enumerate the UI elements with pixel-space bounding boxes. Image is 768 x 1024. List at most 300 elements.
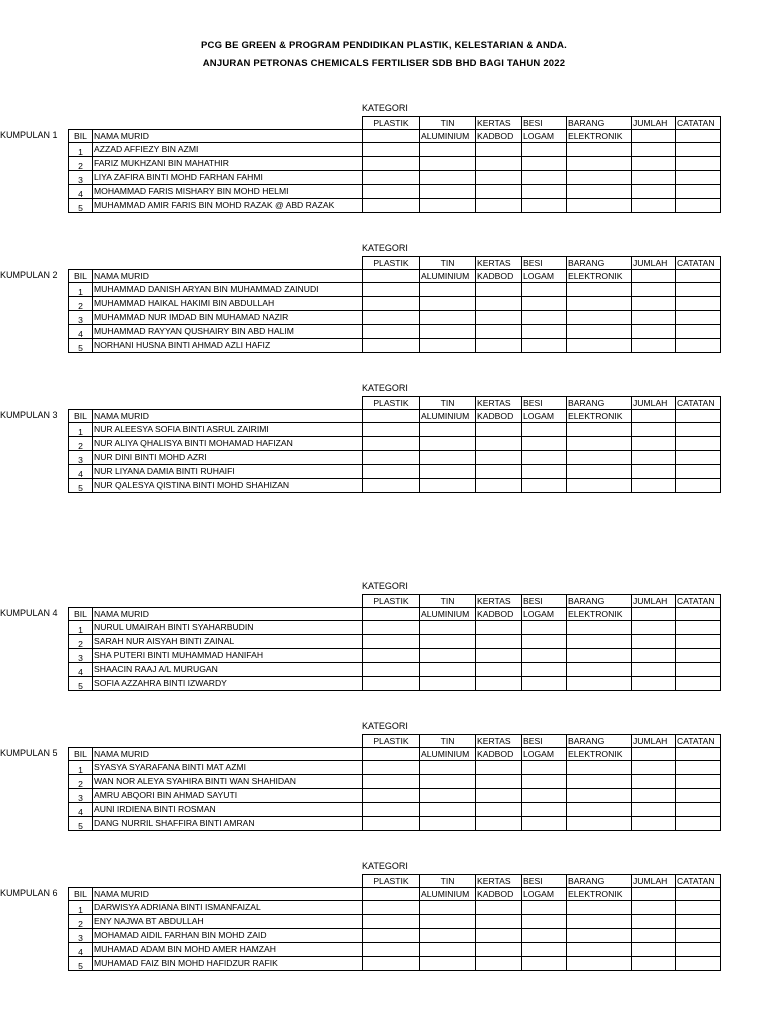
header-catatan: CATATAN <box>675 256 721 270</box>
student-no: 4 <box>68 464 93 479</box>
score-cell-kertas <box>475 422 522 437</box>
header2-tin: ALUMINIUM <box>419 129 476 143</box>
student-no: 2 <box>68 436 93 451</box>
score-cell-plastik <box>362 760 420 775</box>
score-cell-catatan <box>675 662 721 677</box>
student-name: MUHAMMAD AMIR FARIS BIN MOHD RAZAK @ ABD RAZAK <box>92 198 363 213</box>
score-cell-kertas <box>475 464 522 479</box>
student-name: MUHAMMAD RAYYAN QUSHAIRY BIN ABD HALIM <box>92 324 363 339</box>
score-cell-kertas <box>475 142 522 157</box>
score-cell-besi <box>521 648 567 663</box>
student-name: AZZAD AFFIEZY BIN AZMI <box>92 142 363 157</box>
score-cell-tin <box>419 324 476 339</box>
score-cell-barang <box>566 816 632 831</box>
header2-kertas: KADBOD <box>475 409 522 423</box>
score-cell-tin <box>419 436 476 451</box>
header-bil: BIL <box>68 607 93 621</box>
score-cell-kertas <box>475 774 522 789</box>
group-label: KUMPULAN 4 <box>0 608 58 618</box>
score-cell-kertas <box>475 648 522 663</box>
score-cell-besi <box>521 956 567 971</box>
student-no: 2 <box>68 296 93 311</box>
score-cell-barang <box>566 914 632 929</box>
score-cell-plastik <box>362 802 420 817</box>
score-cell-kertas <box>475 282 522 297</box>
student-name: NUR LIYANA DAMIA BINTI RUHAIFI <box>92 464 363 479</box>
score-cell-kertas <box>475 662 522 677</box>
score-cell-catatan <box>675 648 721 663</box>
student-no: 5 <box>68 816 93 831</box>
student-no: 3 <box>68 648 93 663</box>
header2-catatan <box>675 887 721 901</box>
score-cell-besi <box>521 900 567 915</box>
score-cell-tin <box>419 774 476 789</box>
kategori-label: KATEGORI <box>362 861 408 871</box>
score-cell-jumlah <box>631 450 676 465</box>
header-barang: BARANG <box>566 256 632 270</box>
score-cell-besi <box>521 156 567 171</box>
group-table <box>0 581 768 713</box>
score-cell-catatan <box>675 198 721 213</box>
score-cell-tin <box>419 464 476 479</box>
score-cell-plastik <box>362 282 420 297</box>
student-no: 5 <box>68 676 93 691</box>
score-cell-catatan <box>675 956 721 971</box>
score-cell-barang <box>566 774 632 789</box>
score-cell-barang <box>566 338 632 353</box>
header-jumlah: JUMLAH <box>631 396 676 410</box>
score-cell-besi <box>521 634 567 649</box>
header2-tin: ALUMINIUM <box>419 887 476 901</box>
kategori-label: KATEGORI <box>362 721 408 731</box>
score-cell-barang <box>566 676 632 691</box>
header-besi: BESI <box>521 594 567 608</box>
score-cell-jumlah <box>631 142 676 157</box>
header2-besi: LOGAM <box>521 887 567 901</box>
score-cell-kertas <box>475 956 522 971</box>
student-no: 1 <box>68 760 93 775</box>
kategori-label: KATEGORI <box>362 383 408 393</box>
score-cell-kertas <box>475 900 522 915</box>
score-cell-barang <box>566 788 632 803</box>
title-line-2: ANJURAN PETRONAS CHEMICALS FERTILISER SDB BHD BAGI TAHUN 2022 <box>202 58 566 69</box>
header2-barang: ELEKTRONIK <box>566 607 632 621</box>
group-table <box>0 243 768 375</box>
score-cell-tin <box>419 914 476 929</box>
score-cell-besi <box>521 942 567 957</box>
student-no: 4 <box>68 802 93 817</box>
student-name: SHA PUTERI BINTI MUHAMMAD HANIFAH <box>92 648 363 663</box>
header2-jumlah <box>631 129 676 143</box>
header-jumlah: JUMLAH <box>631 594 676 608</box>
score-cell-catatan <box>675 324 721 339</box>
score-cell-jumlah <box>631 422 676 437</box>
score-cell-tin <box>419 338 476 353</box>
score-cell-catatan <box>675 436 721 451</box>
group-label: KUMPULAN 6 <box>0 888 58 898</box>
score-cell-plastik <box>362 662 420 677</box>
header-kertas: KERTAS <box>475 396 522 410</box>
score-cell-kertas <box>475 436 522 451</box>
score-cell-catatan <box>675 282 721 297</box>
student-name: FARIZ MUKHZANI BIN MAHATHIR <box>92 156 363 171</box>
score-cell-catatan <box>675 310 721 325</box>
student-name: MUHAMMAD HAIKAL HAKIMI BIN ABDULLAH <box>92 296 363 311</box>
score-cell-kertas <box>475 634 522 649</box>
score-cell-plastik <box>362 436 420 451</box>
header-jumlah: JUMLAH <box>631 874 676 888</box>
header-bil: BIL <box>68 887 93 901</box>
score-cell-plastik <box>362 928 420 943</box>
score-cell-plastik <box>362 914 420 929</box>
header-plastik: PLASTIK <box>362 396 420 410</box>
score-cell-barang <box>566 184 632 199</box>
score-cell-besi <box>521 816 567 831</box>
header-catatan: CATATAN <box>675 734 721 748</box>
score-cell-besi <box>521 802 567 817</box>
score-cell-jumlah <box>631 676 676 691</box>
header-kertas: KERTAS <box>475 256 522 270</box>
student-no: 1 <box>68 142 93 157</box>
score-cell-barang <box>566 296 632 311</box>
score-cell-catatan <box>675 170 721 185</box>
score-cell-jumlah <box>631 464 676 479</box>
header-bil: BIL <box>68 269 93 283</box>
score-cell-barang <box>566 198 632 213</box>
score-cell-jumlah <box>631 774 676 789</box>
header2-tin: ALUMINIUM <box>419 269 476 283</box>
score-cell-catatan <box>675 928 721 943</box>
student-no: 2 <box>68 156 93 171</box>
score-cell-jumlah <box>631 928 676 943</box>
score-cell-catatan <box>675 760 721 775</box>
score-cell-plastik <box>362 156 420 171</box>
student-name: DANG NURRIL SHAFFIRA BINTI AMRAN <box>92 816 363 831</box>
group-label: KUMPULAN 1 <box>0 130 58 140</box>
header2-tin: ALUMINIUM <box>419 409 476 423</box>
score-cell-barang <box>566 760 632 775</box>
score-cell-plastik <box>362 774 420 789</box>
score-cell-catatan <box>675 634 721 649</box>
header-kertas: KERTAS <box>475 874 522 888</box>
score-cell-barang <box>566 436 632 451</box>
score-cell-catatan <box>675 914 721 929</box>
student-no: 3 <box>68 788 93 803</box>
score-cell-tin <box>419 142 476 157</box>
score-cell-plastik <box>362 450 420 465</box>
score-cell-jumlah <box>631 436 676 451</box>
score-cell-jumlah <box>631 816 676 831</box>
group-label: KUMPULAN 5 <box>0 748 58 758</box>
score-cell-kertas <box>475 676 522 691</box>
group-table <box>0 103 768 235</box>
score-cell-kertas <box>475 296 522 311</box>
header2-barang: ELEKTRONIK <box>566 747 632 761</box>
header2-besi: LOGAM <box>521 409 567 423</box>
header-tin: TIN <box>419 116 476 130</box>
score-cell-catatan <box>675 464 721 479</box>
score-cell-tin <box>419 170 476 185</box>
score-cell-tin <box>419 634 476 649</box>
score-cell-kertas <box>475 788 522 803</box>
score-cell-tin <box>419 760 476 775</box>
header-besi: BESI <box>521 734 567 748</box>
header-nama-murid: NAMA MURID <box>92 409 363 423</box>
score-cell-tin <box>419 478 476 493</box>
score-cell-barang <box>566 156 632 171</box>
header-catatan: CATATAN <box>675 874 721 888</box>
header-barang: BARANG <box>566 396 632 410</box>
student-no: 1 <box>68 620 93 635</box>
header2-jumlah <box>631 887 676 901</box>
student-name: SHAACIN RAAJ A/L MURUGAN <box>92 662 363 677</box>
kategori-label: KATEGORI <box>362 243 408 253</box>
header2-jumlah <box>631 409 676 423</box>
score-cell-plastik <box>362 620 420 635</box>
score-cell-plastik <box>362 956 420 971</box>
score-cell-kertas <box>475 184 522 199</box>
header-kertas: KERTAS <box>475 116 522 130</box>
score-cell-plastik <box>362 324 420 339</box>
score-cell-jumlah <box>631 620 676 635</box>
score-cell-catatan <box>675 142 721 157</box>
score-cell-besi <box>521 914 567 929</box>
score-cell-jumlah <box>631 760 676 775</box>
score-cell-plastik <box>362 676 420 691</box>
score-cell-barang <box>566 942 632 957</box>
score-cell-jumlah <box>631 282 676 297</box>
student-no: 1 <box>68 282 93 297</box>
student-no: 2 <box>68 774 93 789</box>
header2-plastik <box>362 269 420 283</box>
score-cell-catatan <box>675 942 721 957</box>
score-cell-besi <box>521 422 567 437</box>
score-cell-tin <box>419 296 476 311</box>
student-no: 3 <box>68 928 93 943</box>
student-no: 4 <box>68 662 93 677</box>
score-cell-tin <box>419 156 476 171</box>
header-nama-murid: NAMA MURID <box>92 129 363 143</box>
score-cell-plastik <box>362 170 420 185</box>
score-cell-tin <box>419 198 476 213</box>
header2-kertas: KADBOD <box>475 269 522 283</box>
student-name: NUR QALESYA QISTINA BINTI MOHD SHAHIZAN <box>92 478 363 493</box>
score-cell-besi <box>521 170 567 185</box>
score-cell-plastik <box>362 464 420 479</box>
score-cell-plastik <box>362 942 420 957</box>
score-cell-tin <box>419 648 476 663</box>
score-cell-barang <box>566 310 632 325</box>
score-cell-kertas <box>475 478 522 493</box>
score-cell-kertas <box>475 450 522 465</box>
score-cell-catatan <box>675 478 721 493</box>
score-cell-jumlah <box>631 900 676 915</box>
score-cell-besi <box>521 478 567 493</box>
student-name: AMRU ABQORI BIN AHMAD SAYUTI <box>92 788 363 803</box>
score-cell-besi <box>521 774 567 789</box>
score-cell-jumlah <box>631 310 676 325</box>
score-cell-besi <box>521 282 567 297</box>
score-cell-catatan <box>675 620 721 635</box>
header-plastik: PLASTIK <box>362 874 420 888</box>
header-tin: TIN <box>419 256 476 270</box>
student-name: MUHAMAD ADAM BIN MOHD AMER HAMZAH <box>92 942 363 957</box>
header-tin: TIN <box>419 594 476 608</box>
header-catatan: CATATAN <box>675 594 721 608</box>
student-name: DARWISYA ADRIANA BINTI ISMANFAIZAL <box>92 900 363 915</box>
score-cell-tin <box>419 450 476 465</box>
score-cell-plastik <box>362 338 420 353</box>
header-kertas: KERTAS <box>475 734 522 748</box>
student-name: LIYA ZAFIRA BINTI MOHD FARHAN FAHMI <box>92 170 363 185</box>
student-name: SOFIA AZZAHRA BINTI IZWARDY <box>92 676 363 691</box>
score-cell-jumlah <box>631 802 676 817</box>
title-line-1: PCG BE GREEN & PROGRAM PENDIDIKAN PLASTIK, KELESTARIAN & ANDA. <box>200 40 568 51</box>
student-no: 3 <box>68 310 93 325</box>
score-cell-jumlah <box>631 942 676 957</box>
student-no: 1 <box>68 422 93 437</box>
header2-catatan <box>675 607 721 621</box>
score-cell-barang <box>566 900 632 915</box>
kategori-label: KATEGORI <box>362 103 408 113</box>
student-no: 5 <box>68 956 93 971</box>
score-cell-kertas <box>475 156 522 171</box>
score-cell-tin <box>419 310 476 325</box>
score-cell-catatan <box>675 450 721 465</box>
score-cell-besi <box>521 450 567 465</box>
header-jumlah: JUMLAH <box>631 256 676 270</box>
score-cell-jumlah <box>631 156 676 171</box>
score-cell-besi <box>521 184 567 199</box>
score-cell-catatan <box>675 676 721 691</box>
score-cell-besi <box>521 620 567 635</box>
score-cell-plastik <box>362 788 420 803</box>
header-besi: BESI <box>521 256 567 270</box>
score-cell-besi <box>521 142 567 157</box>
score-cell-kertas <box>475 942 522 957</box>
score-cell-barang <box>566 422 632 437</box>
score-cell-kertas <box>475 914 522 929</box>
score-cell-jumlah <box>631 788 676 803</box>
score-cell-catatan <box>675 774 721 789</box>
score-cell-barang <box>566 450 632 465</box>
header2-tin: ALUMINIUM <box>419 607 476 621</box>
score-cell-kertas <box>475 310 522 325</box>
score-cell-catatan <box>675 296 721 311</box>
score-cell-jumlah <box>631 634 676 649</box>
header-barang: BARANG <box>566 116 632 130</box>
score-cell-plastik <box>362 198 420 213</box>
score-cell-barang <box>566 648 632 663</box>
score-cell-barang <box>566 324 632 339</box>
score-cell-tin <box>419 928 476 943</box>
header2-barang: ELEKTRONIK <box>566 409 632 423</box>
header2-catatan <box>675 269 721 283</box>
header2-besi: LOGAM <box>521 269 567 283</box>
score-cell-barang <box>566 802 632 817</box>
score-cell-kertas <box>475 170 522 185</box>
score-cell-plastik <box>362 816 420 831</box>
score-cell-kertas <box>475 198 522 213</box>
header2-kertas: KADBOD <box>475 887 522 901</box>
score-cell-plastik <box>362 648 420 663</box>
score-cell-plastik <box>362 478 420 493</box>
score-cell-catatan <box>675 788 721 803</box>
header-jumlah: JUMLAH <box>631 116 676 130</box>
header-tin: TIN <box>419 874 476 888</box>
score-cell-tin <box>419 816 476 831</box>
score-cell-jumlah <box>631 198 676 213</box>
header2-besi: LOGAM <box>521 747 567 761</box>
student-name: NUR ALEESYA SOFIA BINTI ASRUL ZAIRIMI <box>92 422 363 437</box>
student-name: SARAH NUR AISYAH BINTI ZAINAL <box>92 634 363 649</box>
score-cell-barang <box>566 142 632 157</box>
header2-catatan <box>675 747 721 761</box>
header2-plastik <box>362 409 420 423</box>
header-catatan: CATATAN <box>675 116 721 130</box>
score-cell-besi <box>521 788 567 803</box>
group-label: KUMPULAN 3 <box>0 410 58 420</box>
score-cell-besi <box>521 436 567 451</box>
header-barang: BARANG <box>566 734 632 748</box>
header-kertas: KERTAS <box>475 594 522 608</box>
student-no: 5 <box>68 198 93 213</box>
header2-catatan <box>675 129 721 143</box>
score-cell-catatan <box>675 802 721 817</box>
header-plastik: PLASTIK <box>362 256 420 270</box>
score-cell-kertas <box>475 802 522 817</box>
score-cell-besi <box>521 464 567 479</box>
header-nama-murid: NAMA MURID <box>92 747 363 761</box>
score-cell-besi <box>521 676 567 691</box>
score-cell-barang <box>566 464 632 479</box>
header2-besi: LOGAM <box>521 129 567 143</box>
student-no: 4 <box>68 942 93 957</box>
score-cell-catatan <box>675 156 721 171</box>
header-catatan: CATATAN <box>675 396 721 410</box>
header-barang: BARANG <box>566 874 632 888</box>
score-cell-tin <box>419 942 476 957</box>
student-no: 1 <box>68 900 93 915</box>
score-cell-besi <box>521 928 567 943</box>
header-bil: BIL <box>68 747 93 761</box>
score-cell-besi <box>521 662 567 677</box>
kategori-label: KATEGORI <box>362 581 408 591</box>
score-cell-barang <box>566 282 632 297</box>
group-table <box>0 861 768 993</box>
header2-tin: ALUMINIUM <box>419 747 476 761</box>
score-cell-jumlah <box>631 648 676 663</box>
header-nama-murid: NAMA MURID <box>92 887 363 901</box>
student-no: 4 <box>68 324 93 339</box>
header-bil: BIL <box>68 129 93 143</box>
score-cell-plastik <box>362 310 420 325</box>
header-plastik: PLASTIK <box>362 734 420 748</box>
header2-barang: ELEKTRONIK <box>566 129 632 143</box>
student-no: 4 <box>68 184 93 199</box>
header-besi: BESI <box>521 116 567 130</box>
header-tin: TIN <box>419 396 476 410</box>
score-cell-plastik <box>362 634 420 649</box>
score-cell-besi <box>521 198 567 213</box>
score-cell-tin <box>419 184 476 199</box>
score-cell-plastik <box>362 422 420 437</box>
score-cell-plastik <box>362 296 420 311</box>
score-cell-jumlah <box>631 662 676 677</box>
student-name: NUR DINI BINTI MOHD AZRI <box>92 450 363 465</box>
score-cell-tin <box>419 802 476 817</box>
student-no: 3 <box>68 170 93 185</box>
